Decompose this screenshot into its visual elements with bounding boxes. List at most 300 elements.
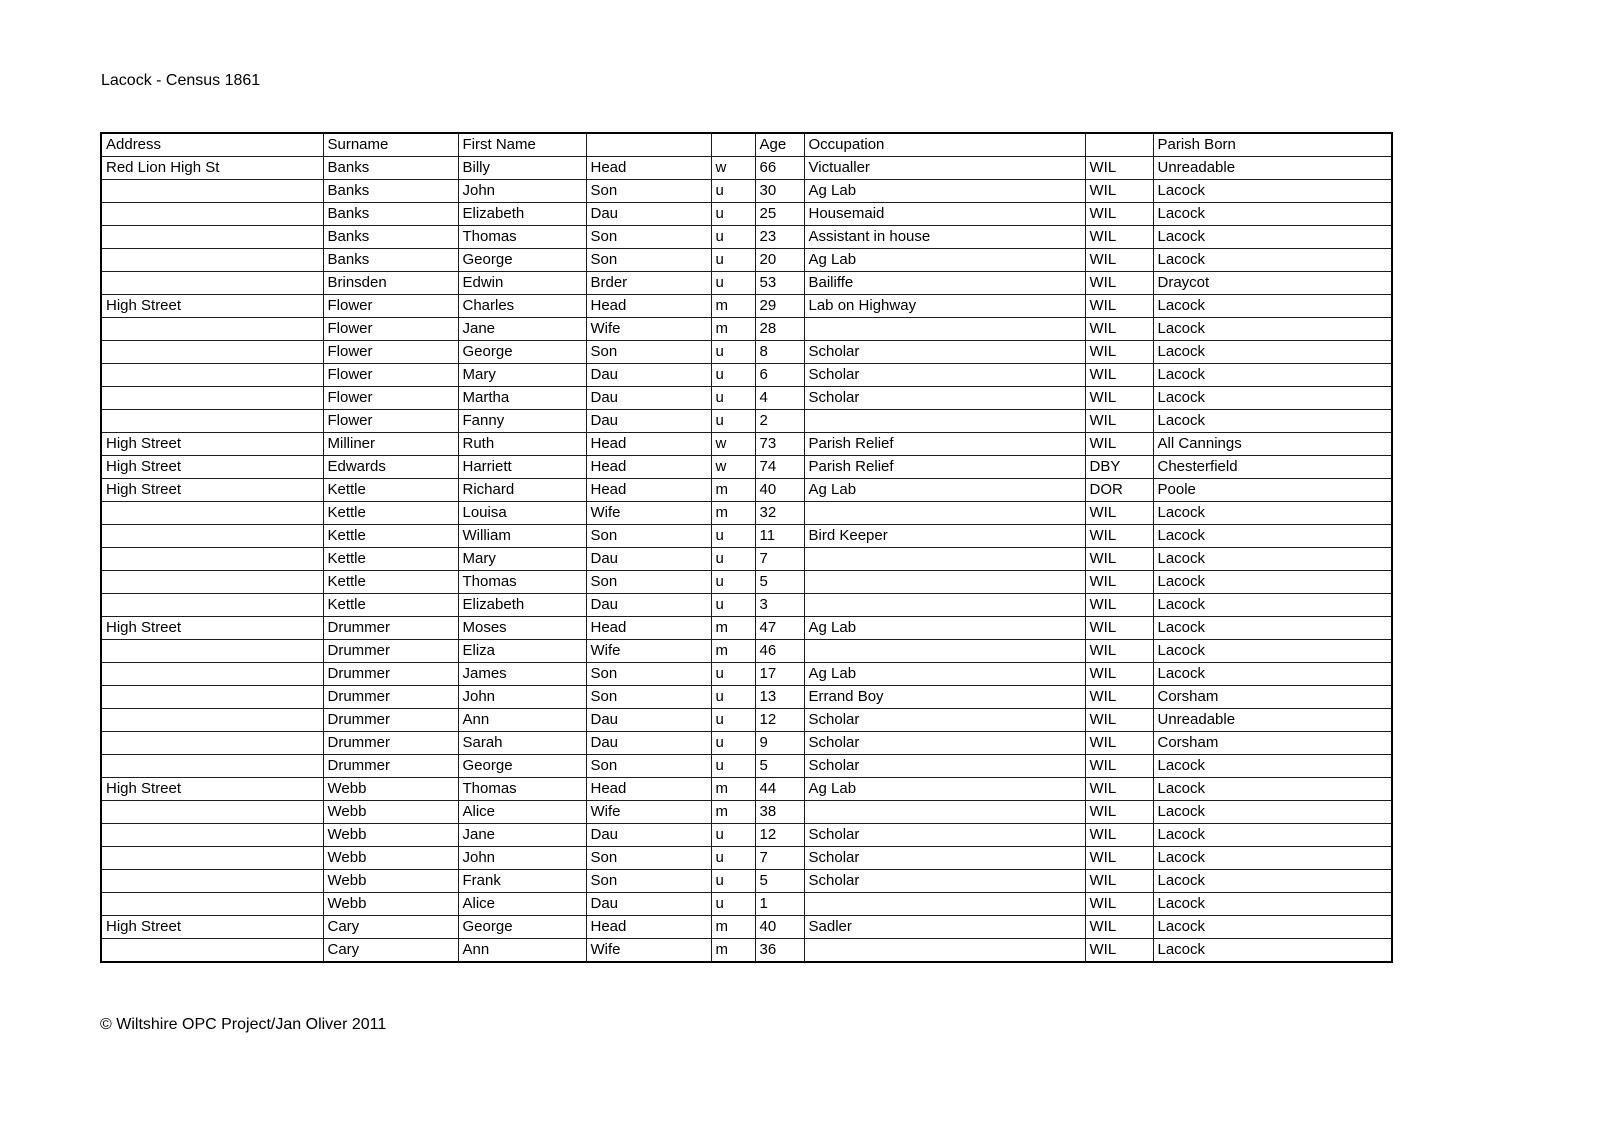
cell-address: High Street: [101, 778, 323, 801]
cell-relation: Wife: [586, 318, 711, 341]
cell-surname: Kettle: [323, 594, 458, 617]
cell-surname: Webb: [323, 847, 458, 870]
cell-age: 9: [755, 732, 804, 755]
cell-surname: Flower: [323, 295, 458, 318]
cell-address: [101, 870, 323, 893]
cell-age: 32: [755, 502, 804, 525]
cell-surname: Brinsden: [323, 272, 458, 295]
cell-condition: u: [711, 709, 755, 732]
table-row: [101, 939, 1392, 963]
cell-condition: m: [711, 778, 755, 801]
cell-relation: Son: [586, 180, 711, 203]
table-row: [101, 548, 1392, 571]
cell-surname: Cary: [323, 916, 458, 939]
cell-relation: Dau: [586, 893, 711, 916]
column-header-county: [1085, 133, 1153, 157]
cell-parish-born: Lacock: [1153, 364, 1392, 387]
cell-condition: u: [711, 686, 755, 709]
cell-occupation: [804, 502, 1085, 525]
table-row: [101, 249, 1392, 272]
cell-address: [101, 318, 323, 341]
table-row: [101, 318, 1392, 341]
cell-address: [101, 824, 323, 847]
cell-county: WIL: [1085, 180, 1153, 203]
cell-parish-born: Lacock: [1153, 571, 1392, 594]
cell-surname: Banks: [323, 180, 458, 203]
table-row: [101, 617, 1392, 640]
table-row: [101, 226, 1392, 249]
cell-county: WIL: [1085, 341, 1153, 364]
cell-county: DBY: [1085, 456, 1153, 479]
column-header-first-name: First Name: [458, 133, 586, 157]
cell-address: [101, 663, 323, 686]
cell-address: [101, 893, 323, 916]
cell-relation: Son: [586, 525, 711, 548]
cell-occupation: Scholar: [804, 387, 1085, 410]
cell-address: [101, 939, 323, 963]
cell-first-name: Alice: [458, 893, 586, 916]
cell-address: [101, 686, 323, 709]
cell-age: 2: [755, 410, 804, 433]
cell-first-name: Frank: [458, 870, 586, 893]
cell-condition: u: [711, 824, 755, 847]
cell-county: WIL: [1085, 571, 1153, 594]
cell-first-name: Billy: [458, 157, 586, 180]
cell-first-name: Louisa: [458, 502, 586, 525]
cell-first-name: Richard: [458, 479, 586, 502]
cell-county: WIL: [1085, 203, 1153, 226]
cell-county: WIL: [1085, 663, 1153, 686]
cell-relation: Dau: [586, 364, 711, 387]
cell-surname: Cary: [323, 939, 458, 963]
cell-first-name: Jane: [458, 824, 586, 847]
cell-relation: Head: [586, 916, 711, 939]
cell-county: WIL: [1085, 686, 1153, 709]
cell-county: WIL: [1085, 594, 1153, 617]
cell-occupation: Bailiffe: [804, 272, 1085, 295]
cell-parish-born: Unreadable: [1153, 709, 1392, 732]
table-row: [101, 916, 1392, 939]
cell-county: WIL: [1085, 295, 1153, 318]
cell-parish-born: Draycot: [1153, 272, 1392, 295]
cell-age: 5: [755, 870, 804, 893]
cell-first-name: Thomas: [458, 778, 586, 801]
table-row: [101, 272, 1392, 295]
cell-first-name: Martha: [458, 387, 586, 410]
cell-relation: Son: [586, 663, 711, 686]
cell-first-name: Eliza: [458, 640, 586, 663]
cell-parish-born: Lacock: [1153, 295, 1392, 318]
cell-relation: Dau: [586, 203, 711, 226]
table-row: [101, 364, 1392, 387]
cell-relation: Dau: [586, 387, 711, 410]
cell-address: Red Lion High St: [101, 157, 323, 180]
cell-age: 12: [755, 824, 804, 847]
cell-occupation: Ag Lab: [804, 778, 1085, 801]
cell-condition: w: [711, 157, 755, 180]
cell-first-name: Ann: [458, 709, 586, 732]
cell-condition: u: [711, 364, 755, 387]
census-table: [100, 132, 1393, 963]
cell-county: DOR: [1085, 479, 1153, 502]
column-header-parish-born: Parish Born: [1153, 133, 1392, 157]
cell-relation: Son: [586, 571, 711, 594]
cell-surname: Banks: [323, 203, 458, 226]
cell-parish-born: Corsham: [1153, 732, 1392, 755]
cell-parish-born: Lacock: [1153, 180, 1392, 203]
cell-first-name: Mary: [458, 548, 586, 571]
cell-condition: m: [711, 502, 755, 525]
cell-parish-born: Lacock: [1153, 410, 1392, 433]
cell-first-name: William: [458, 525, 586, 548]
cell-first-name: George: [458, 249, 586, 272]
cell-first-name: Jane: [458, 318, 586, 341]
cell-condition: m: [711, 801, 755, 824]
cell-parish-born: Lacock: [1153, 824, 1392, 847]
cell-county: WIL: [1085, 617, 1153, 640]
cell-condition: u: [711, 571, 755, 594]
cell-occupation: Scholar: [804, 824, 1085, 847]
cell-condition: u: [711, 387, 755, 410]
cell-condition: u: [711, 847, 755, 870]
cell-surname: Flower: [323, 387, 458, 410]
table-row: [101, 640, 1392, 663]
cell-address: High Street: [101, 479, 323, 502]
cell-surname: Flower: [323, 341, 458, 364]
cell-occupation: Scholar: [804, 341, 1085, 364]
cell-age: 6: [755, 364, 804, 387]
cell-surname: Flower: [323, 410, 458, 433]
cell-age: 13: [755, 686, 804, 709]
cell-age: 20: [755, 249, 804, 272]
cell-address: [101, 341, 323, 364]
cell-occupation: Ag Lab: [804, 180, 1085, 203]
table-row: [101, 778, 1392, 801]
table-row: [101, 203, 1392, 226]
cell-surname: Banks: [323, 249, 458, 272]
cell-relation: Wife: [586, 939, 711, 963]
cell-relation: Son: [586, 226, 711, 249]
cell-parish-born: Lacock: [1153, 525, 1392, 548]
cell-county: WIL: [1085, 272, 1153, 295]
page-title: Lacock - Census 1861: [101, 72, 261, 89]
cell-county: WIL: [1085, 847, 1153, 870]
table-row: [101, 594, 1392, 617]
cell-condition: m: [711, 295, 755, 318]
cell-address: [101, 709, 323, 732]
cell-condition: m: [711, 916, 755, 939]
cell-parish-born: Lacock: [1153, 548, 1392, 571]
table-row: [101, 157, 1392, 180]
cell-address: [101, 732, 323, 755]
cell-parish-born: Lacock: [1153, 663, 1392, 686]
cell-condition: u: [711, 663, 755, 686]
cell-age: 11: [755, 525, 804, 548]
cell-parish-born: Corsham: [1153, 686, 1392, 709]
cell-county: WIL: [1085, 157, 1153, 180]
cell-occupation: [804, 318, 1085, 341]
column-header-relation: [586, 133, 711, 157]
cell-condition: w: [711, 433, 755, 456]
cell-condition: u: [711, 410, 755, 433]
table-row: [101, 525, 1392, 548]
cell-address: [101, 249, 323, 272]
table-row: [101, 870, 1392, 893]
cell-surname: Webb: [323, 824, 458, 847]
cell-county: WIL: [1085, 387, 1153, 410]
cell-first-name: Charles: [458, 295, 586, 318]
cell-parish-born: Lacock: [1153, 502, 1392, 525]
cell-occupation: Housemaid: [804, 203, 1085, 226]
cell-relation: Brder: [586, 272, 711, 295]
cell-relation: Dau: [586, 594, 711, 617]
cell-parish-born: Lacock: [1153, 755, 1392, 778]
cell-age: 12: [755, 709, 804, 732]
cell-relation: Wife: [586, 801, 711, 824]
cell-first-name: Sarah: [458, 732, 586, 755]
cell-age: 3: [755, 594, 804, 617]
cell-surname: Drummer: [323, 709, 458, 732]
cell-parish-born: Lacock: [1153, 318, 1392, 341]
cell-county: WIL: [1085, 709, 1153, 732]
cell-county: WIL: [1085, 732, 1153, 755]
cell-age: 7: [755, 548, 804, 571]
cell-occupation: Ag Lab: [804, 663, 1085, 686]
table-row: [101, 180, 1392, 203]
cell-occupation: Ag Lab: [804, 249, 1085, 272]
cell-first-name: Thomas: [458, 571, 586, 594]
cell-parish-born: Lacock: [1153, 387, 1392, 410]
cell-age: 4: [755, 387, 804, 410]
cell-surname: Edwards: [323, 456, 458, 479]
cell-surname: Webb: [323, 778, 458, 801]
cell-county: WIL: [1085, 778, 1153, 801]
cell-surname: Flower: [323, 364, 458, 387]
cell-occupation: [804, 893, 1085, 916]
cell-age: 40: [755, 916, 804, 939]
cell-condition: m: [711, 617, 755, 640]
table-row: [101, 686, 1392, 709]
cell-relation: Head: [586, 433, 711, 456]
cell-county: WIL: [1085, 433, 1153, 456]
cell-address: [101, 502, 323, 525]
cell-age: 28: [755, 318, 804, 341]
cell-address: [101, 180, 323, 203]
cell-parish-born: Lacock: [1153, 870, 1392, 893]
cell-age: 66: [755, 157, 804, 180]
table-row: [101, 755, 1392, 778]
cell-condition: u: [711, 272, 755, 295]
cell-condition: m: [711, 640, 755, 663]
cell-relation: Wife: [586, 640, 711, 663]
table-row: [101, 387, 1392, 410]
table-row: [101, 456, 1392, 479]
cell-parish-born: Lacock: [1153, 617, 1392, 640]
cell-parish-born: Lacock: [1153, 640, 1392, 663]
cell-first-name: George: [458, 755, 586, 778]
cell-address: [101, 410, 323, 433]
cell-relation: Wife: [586, 502, 711, 525]
cell-first-name: John: [458, 847, 586, 870]
cell-occupation: [804, 548, 1085, 571]
cell-surname: Webb: [323, 893, 458, 916]
cell-parish-born: Lacock: [1153, 341, 1392, 364]
cell-first-name: George: [458, 916, 586, 939]
cell-first-name: James: [458, 663, 586, 686]
cell-parish-born: Lacock: [1153, 893, 1392, 916]
cell-condition: m: [711, 939, 755, 963]
cell-parish-born: Lacock: [1153, 801, 1392, 824]
column-header-age: Age: [755, 133, 804, 157]
cell-parish-born: Unreadable: [1153, 157, 1392, 180]
cell-condition: u: [711, 249, 755, 272]
cell-surname: Kettle: [323, 548, 458, 571]
cell-surname: Kettle: [323, 571, 458, 594]
cell-condition: u: [711, 870, 755, 893]
cell-surname: Drummer: [323, 663, 458, 686]
column-header-surname: Surname: [323, 133, 458, 157]
cell-parish-born: Lacock: [1153, 939, 1392, 963]
cell-first-name: Thomas: [458, 226, 586, 249]
cell-parish-born: Lacock: [1153, 249, 1392, 272]
cell-relation: Dau: [586, 824, 711, 847]
cell-occupation: Sadler: [804, 916, 1085, 939]
table-row: [101, 341, 1392, 364]
cell-surname: Kettle: [323, 525, 458, 548]
cell-age: 1: [755, 893, 804, 916]
cell-relation: Son: [586, 755, 711, 778]
cell-occupation: Bird Keeper: [804, 525, 1085, 548]
cell-first-name: Elizabeth: [458, 203, 586, 226]
cell-first-name: Fanny: [458, 410, 586, 433]
cell-relation: Dau: [586, 548, 711, 571]
table-row: [101, 801, 1392, 824]
cell-age: 44: [755, 778, 804, 801]
cell-parish-born: Poole: [1153, 479, 1392, 502]
cell-relation: Dau: [586, 410, 711, 433]
cell-occupation: Scholar: [804, 870, 1085, 893]
cell-age: 8: [755, 341, 804, 364]
cell-relation: Dau: [586, 709, 711, 732]
cell-occupation: Victualler: [804, 157, 1085, 180]
cell-relation: Head: [586, 456, 711, 479]
cell-condition: u: [711, 525, 755, 548]
cell-county: WIL: [1085, 824, 1153, 847]
cell-parish-born: Lacock: [1153, 847, 1392, 870]
cell-address: [101, 801, 323, 824]
cell-relation: Son: [586, 686, 711, 709]
table-row: [101, 502, 1392, 525]
cell-address: [101, 571, 323, 594]
cell-occupation: Errand Boy: [804, 686, 1085, 709]
cell-condition: m: [711, 479, 755, 502]
cell-first-name: George: [458, 341, 586, 364]
cell-relation: Head: [586, 617, 711, 640]
cell-county: WIL: [1085, 870, 1153, 893]
table-header-row: [101, 133, 1392, 157]
cell-county: WIL: [1085, 249, 1153, 272]
cell-occupation: [804, 571, 1085, 594]
cell-address: High Street: [101, 456, 323, 479]
cell-first-name: Edwin: [458, 272, 586, 295]
cell-relation: Son: [586, 249, 711, 272]
cell-county: WIL: [1085, 893, 1153, 916]
cell-age: 25: [755, 203, 804, 226]
cell-surname: Drummer: [323, 686, 458, 709]
cell-occupation: Lab on Highway: [804, 295, 1085, 318]
cell-surname: Kettle: [323, 479, 458, 502]
table-row: [101, 663, 1392, 686]
table-row: [101, 847, 1392, 870]
cell-surname: Webb: [323, 870, 458, 893]
cell-surname: Drummer: [323, 617, 458, 640]
column-header-address: Address: [101, 133, 323, 157]
cell-address: [101, 387, 323, 410]
cell-first-name: John: [458, 180, 586, 203]
cell-address: [101, 272, 323, 295]
table-row: [101, 709, 1392, 732]
cell-address: [101, 755, 323, 778]
cell-condition: m: [711, 318, 755, 341]
cell-county: WIL: [1085, 525, 1153, 548]
cell-address: [101, 226, 323, 249]
table-row: [101, 893, 1392, 916]
cell-address: [101, 364, 323, 387]
table-row: [101, 824, 1392, 847]
cell-surname: Drummer: [323, 732, 458, 755]
cell-address: [101, 525, 323, 548]
cell-occupation: [804, 939, 1085, 963]
cell-condition: u: [711, 180, 755, 203]
cell-surname: Banks: [323, 157, 458, 180]
cell-parish-born: Lacock: [1153, 226, 1392, 249]
column-header-occupation: Occupation: [804, 133, 1085, 157]
cell-occupation: Assistant in house: [804, 226, 1085, 249]
cell-occupation: Parish Relief: [804, 456, 1085, 479]
cell-first-name: Ruth: [458, 433, 586, 456]
cell-surname: Banks: [323, 226, 458, 249]
cell-age: 5: [755, 571, 804, 594]
cell-relation: Head: [586, 479, 711, 502]
table-row: [101, 433, 1392, 456]
cell-age: 53: [755, 272, 804, 295]
table-row: [101, 479, 1392, 502]
cell-occupation: Parish Relief: [804, 433, 1085, 456]
cell-county: WIL: [1085, 364, 1153, 387]
cell-occupation: Scholar: [804, 709, 1085, 732]
cell-occupation: Scholar: [804, 847, 1085, 870]
cell-address: [101, 594, 323, 617]
cell-age: 36: [755, 939, 804, 963]
cell-occupation: [804, 801, 1085, 824]
cell-condition: u: [711, 203, 755, 226]
cell-occupation: Scholar: [804, 732, 1085, 755]
cell-relation: Son: [586, 341, 711, 364]
cell-county: WIL: [1085, 318, 1153, 341]
cell-address: High Street: [101, 295, 323, 318]
cell-county: WIL: [1085, 410, 1153, 433]
column-header-condition: [711, 133, 755, 157]
cell-age: 73: [755, 433, 804, 456]
cell-county: WIL: [1085, 548, 1153, 571]
table-row: [101, 410, 1392, 433]
cell-first-name: Harriett: [458, 456, 586, 479]
cell-age: 7: [755, 847, 804, 870]
cell-condition: u: [711, 594, 755, 617]
cell-surname: Kettle: [323, 502, 458, 525]
cell-first-name: Alice: [458, 801, 586, 824]
copyright-footer: © Wiltshire OPC Project/Jan Oliver 2011: [100, 1016, 387, 1033]
